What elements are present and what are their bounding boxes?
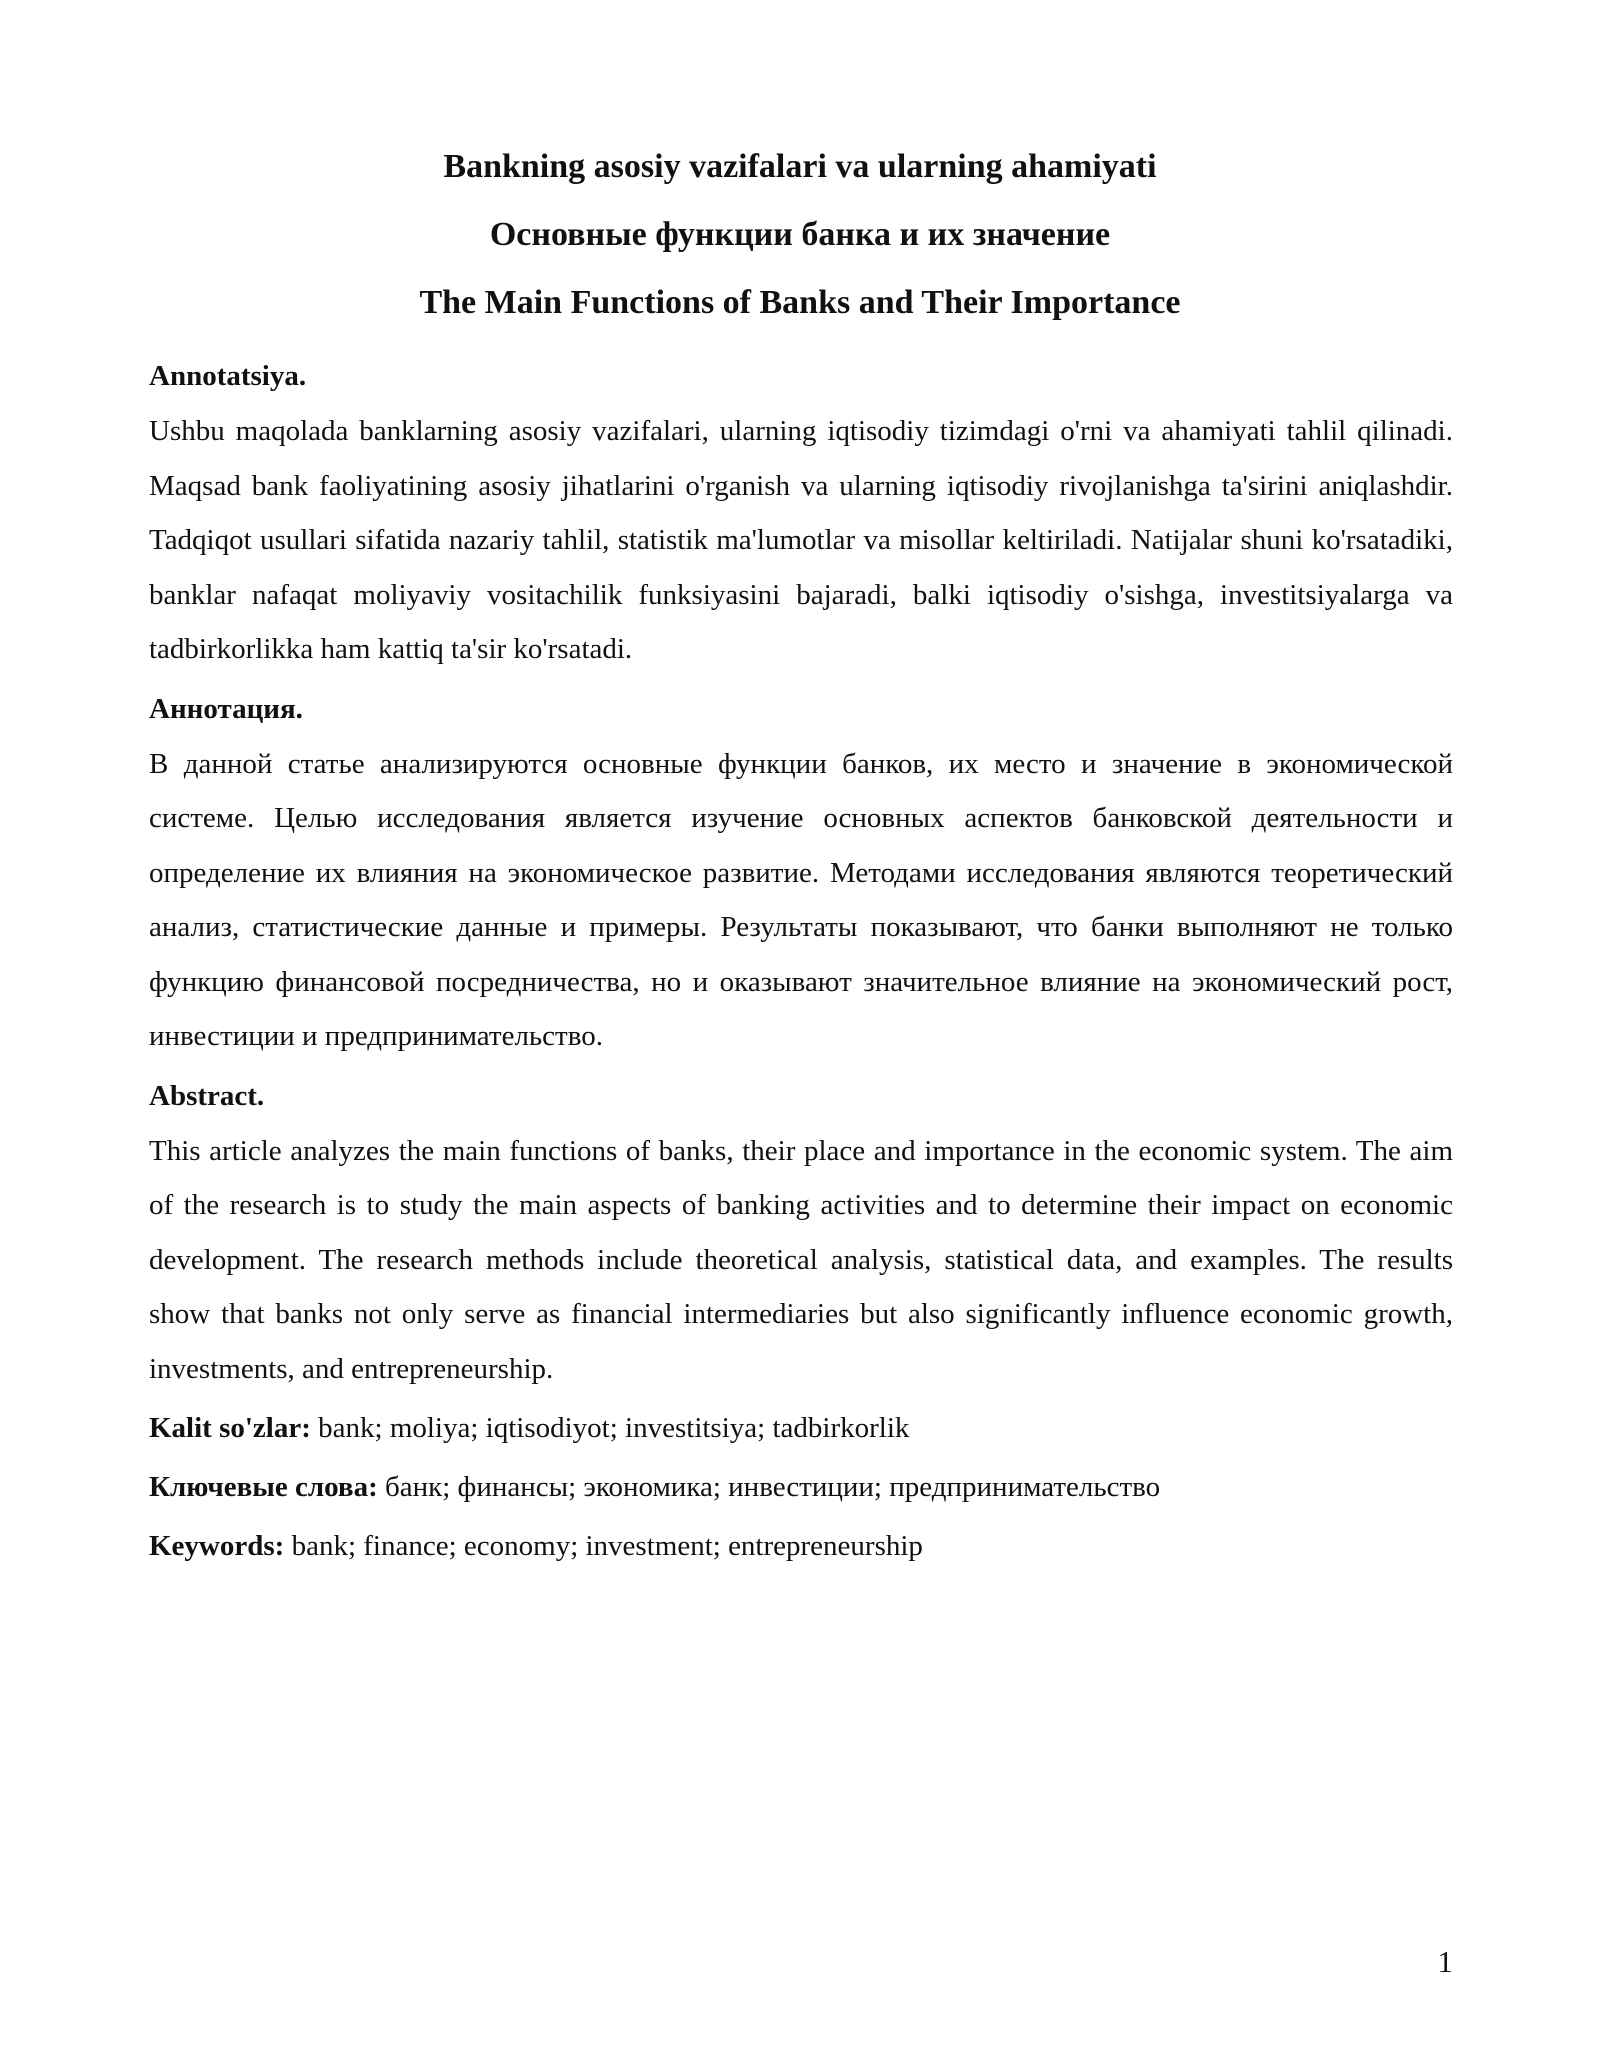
document-body [149,356,1453,1585]
keywords-value-uzbek: bank; moliya; iqtisodiyot; investitsiya; tadbirkorlik [310,1412,910,1444]
abstract-heading-russian: Аннотация. [149,692,303,725]
title-uzbek: Bankning asosiy vazifalari va ularning ahamiyati [443,148,1157,185]
title-russian: Основные функции банка и их значение [489,216,1111,253]
abstract-text-uzbek: Ushbu maqolada banklarning asosiy vazifalari, ularning iqtisodiy tizimdagi o'rni va ahamiyati tahlil qilinadi. Maqsad bank faoliyatining asosiy jihatlarini o'rganish va ularning iqtisodiy rivojlanishga ta'sirini aniqlashdir. Tadqiqot usullari sifatida nazariy tahlil, statistik ma'lumotlar va misollar keltiriladi. Natijalar shuni ko'rsatadiki, banklar nafaqat moliyaviy vositachilik funksiyasini bajaradi, balki iqtisodiy o'sishga, investitsiyalarga va tadbirkorlikka ham kattiq ta'sir ko'rsatadi. [149,415,1453,665]
keywords-label-english: Keywords: [149,1530,285,1562]
keywords-value-russian: банк; финансы; экономика; инвестиции; предпринимательство [377,1471,1161,1503]
title-block [0,148,1600,352]
page-number: 1 [1437,1944,1453,1979]
abstract-text-russian: В данной статье анализируются основные функции банков, их место и значение в экономической системе. Целью исследования является изучение основных аспектов банковской деятельности и определение их влияния на экономическое развитие. Методами исследования являются теоретический анализ, статистические данные и примеры. Результаты показывают, что банки выполняют не только функцию финансовой посредничества, но и оказывают значительное влияние на экономический рост, инвестиции и предпринимательство. [149,747,1453,1052]
keywords-label-russian: Ключевые слова: [149,1471,378,1503]
keywords-russian [149,1467,1453,1507]
abstract-heading-uzbek: Annotatsiya. [149,360,307,392]
title-english: The Main Functions of Banks and Their Importance [419,284,1181,321]
keywords-value-english: bank; finance; economy; investment; entrepreneurship [284,1530,923,1562]
abstract-heading-english: Abstract. [149,1079,265,1112]
keywords-uzbek [149,1408,1453,1448]
abstract-text-english: This article analyzes the main functions of banks, their place and importance in the economic system. The aim of the research is to study the main aspects of banking activities and to determine their impact on economic development. The research methods include theoretical analysis, statistical data, and examples. The results show that banks not only serve as financial intermediaries but also significantly influence economic growth, investments, and entrepreneurship. [149,1134,1453,1385]
keywords-label-uzbek: Kalit so'zlar: [149,1412,311,1444]
keywords-english [149,1526,1453,1566]
